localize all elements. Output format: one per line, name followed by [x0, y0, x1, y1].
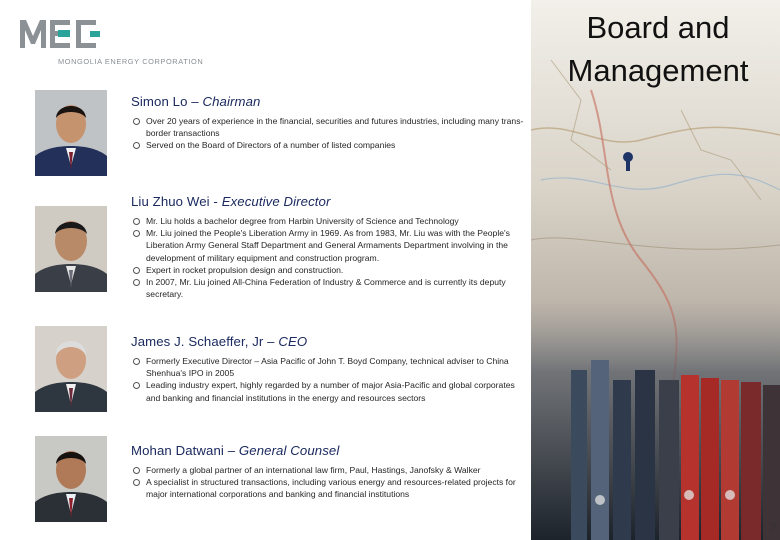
- page-number: 7: [770, 523, 776, 534]
- bullet-list: [131, 464, 526, 501]
- portrait-liu-zhuo-wei: [35, 206, 107, 292]
- mec-logo-mark: [18, 14, 108, 54]
- bullet-item: In 2007, Mr. Liu joined All-China Federation of Industry & Commerce and is currently its deputy secretary.: [131, 276, 526, 300]
- person-block-liu-zhuo-wei: [131, 194, 526, 300]
- person-name: Mohan Datwani – General Counsel: [131, 443, 340, 458]
- bullet-item: Served on the Board of Directors of a number of listed companies: [131, 139, 526, 151]
- bullet-item: Over 20 years of experience in the financial, securities and futures industries, including many trans-border transactions: [131, 115, 526, 139]
- person-role: Chairman: [202, 94, 261, 109]
- portrait-mohan-datwani: [35, 436, 107, 522]
- title-line-1: Board and: [586, 10, 730, 45]
- portrait-james-schaeffer: [35, 326, 107, 412]
- bullet-item: Mr. Liu joined the People's Liberation Army in 1969. As from 1983, Mr. Liu was with the People's Liberation Army General Staff Department and General Armaments Department involving in the development of military equipment and construction program.: [131, 227, 526, 264]
- portrait-simon-lo: [35, 90, 107, 176]
- title-line-2: Management: [567, 53, 749, 88]
- person-name: James J. Schaeffer, Jr – CEO: [131, 334, 308, 349]
- person-block-james-schaeffer: [131, 334, 526, 404]
- bullet-item: Formerly Executive Director – Asia Pacific of John T. Boyd Company, technical adviser to China Shenhua's IPO in 2005: [131, 355, 526, 379]
- person-role: Executive Director: [221, 194, 331, 209]
- person-role: General Counsel: [238, 443, 340, 458]
- bullet-item: Formerly a global partner of an international law firm, Paul, Hastings, Janofsky & Walker: [131, 464, 526, 476]
- bullet-list: [131, 115, 526, 152]
- person-block-mohan-datwani: [131, 443, 526, 501]
- bullet-item: Leading industry expert, highly regarded by a number of major Asia-Pacific and global corporates and banking and financial institutions in the energy and resources sectors: [131, 379, 526, 403]
- person-block-simon-lo: [131, 94, 526, 152]
- person-name: Simon Lo – Chairman: [131, 94, 261, 109]
- bullet-list: [131, 355, 526, 404]
- bullet-list: [131, 215, 526, 300]
- bullet-item: A specialist in structured transactions, including various energy and resources-related projects for major international corporations and banking and financial institutions: [131, 476, 526, 500]
- bullet-item: Mr. Liu holds a bachelor degree from Harbin University of Science and Technology: [131, 215, 526, 227]
- person-name: Liu Zhuo Wei - Executive Director: [131, 194, 331, 209]
- slide-title: [536, 6, 780, 92]
- logo-tagline: MONGOLIA ENERGY CORPORATION: [58, 57, 204, 66]
- person-role: CEO: [278, 334, 308, 349]
- bullet-item: Expert in rocket propulsion design and construction.: [131, 264, 526, 276]
